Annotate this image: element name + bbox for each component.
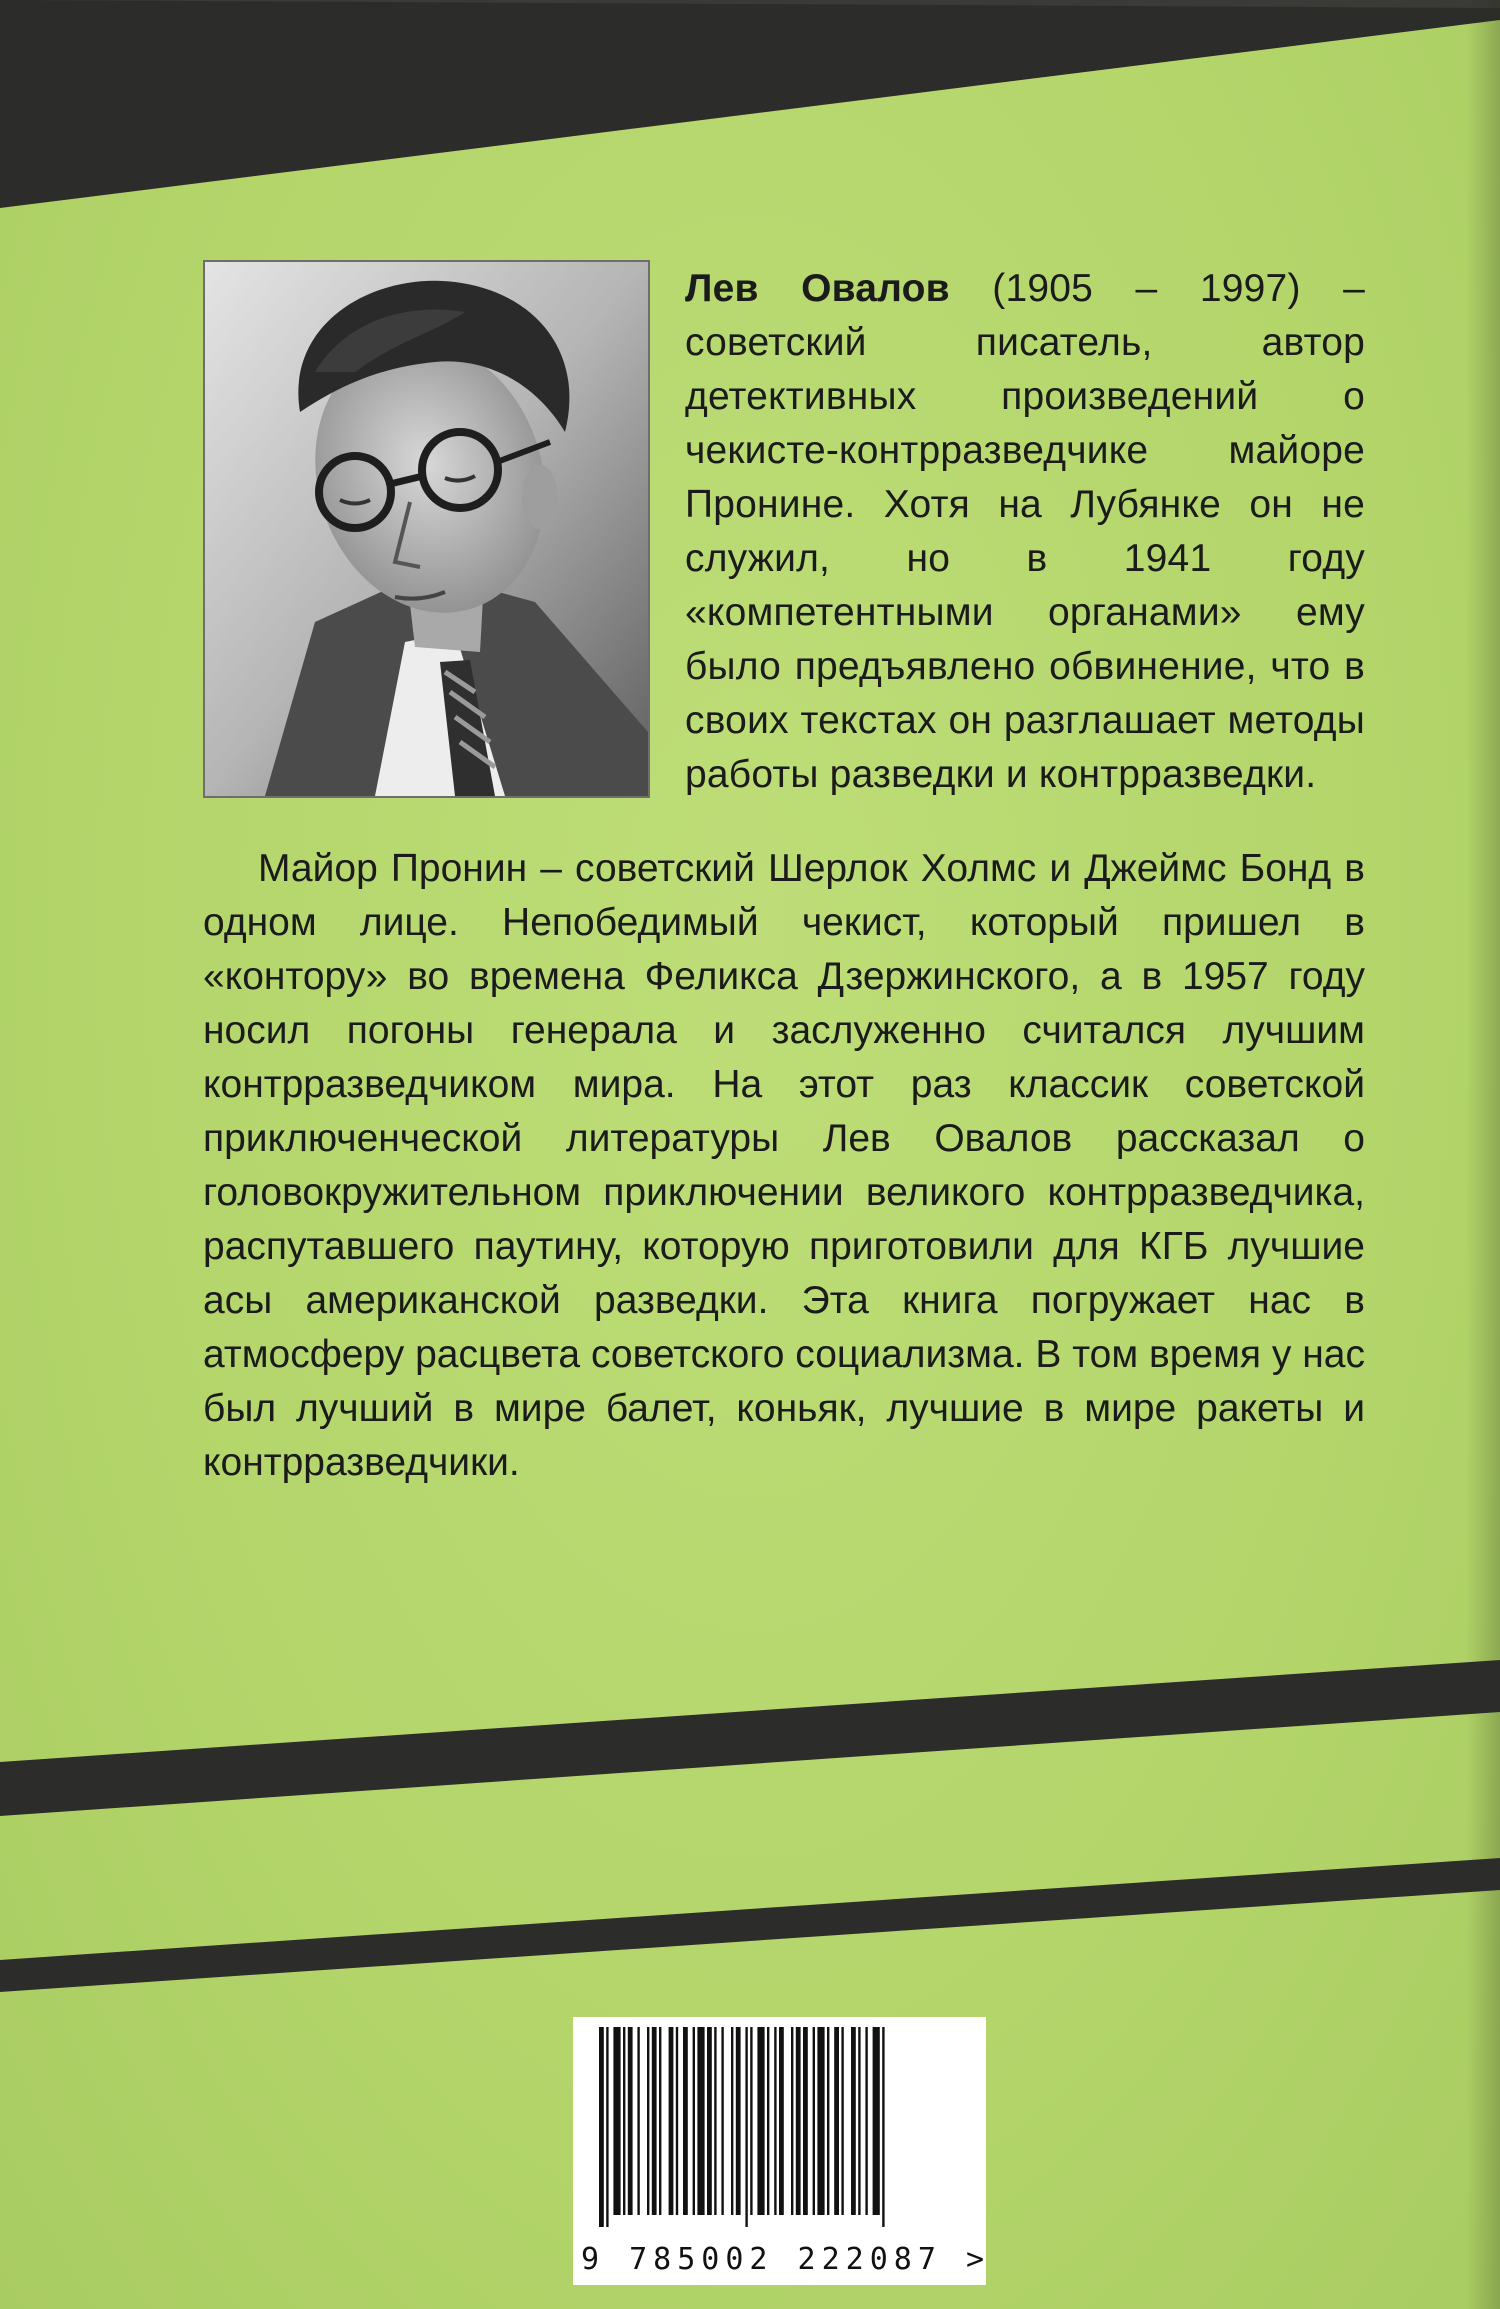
barcode-bar	[873, 2027, 880, 2215]
barcode-bar	[697, 2027, 704, 2215]
barcode-bar	[858, 2027, 860, 2215]
barcode-bar	[834, 2027, 839, 2215]
barcode-bar	[683, 2027, 688, 2215]
barcode-bar	[757, 2027, 764, 2215]
author-portrait-icon	[205, 262, 648, 796]
barcode-bar	[779, 2027, 784, 2215]
barcode-bar	[791, 2027, 793, 2215]
barcode-bar	[767, 2027, 769, 2215]
barcode-bar	[707, 2027, 712, 2215]
barcode-bar	[599, 2027, 604, 2227]
barcode-bar	[750, 2027, 752, 2215]
barcode-bar	[628, 2027, 633, 2215]
barcode-bar	[841, 2027, 843, 2215]
barcode-bar	[731, 2027, 733, 2215]
barcode-bar	[827, 2027, 829, 2215]
barcode-bar	[882, 2027, 884, 2227]
barcode-bar	[796, 2027, 801, 2215]
barcode-bar	[623, 2027, 625, 2215]
barcode-bar	[813, 2027, 815, 2215]
author-bio-text: (1905 – 1997) – советский писатель, автор детективных произведений о чекисте-контрразведчике майоре Пронине. Хотя на Лубянке он не служил, но в 1941 году «компетентными органами» ему было предъявлено обвинение, что в своих текстах он разглашает методы работы разведки и контрразведки.	[685, 267, 1365, 796]
barcode-bar	[637, 2027, 639, 2215]
barcode-bar	[745, 2027, 747, 2227]
barcode-bars-icon	[585, 2027, 974, 2227]
barcode-bar	[613, 2027, 620, 2215]
barcode-bar	[851, 2027, 856, 2215]
barcode-bar	[647, 2027, 649, 2215]
barcode-bar	[817, 2027, 824, 2215]
barcode-bar	[736, 2027, 741, 2215]
author-name: Лев Овалов	[685, 267, 950, 310]
barcode-bar	[774, 2027, 776, 2215]
barcode-bar	[714, 2027, 716, 2215]
barcode-bar	[721, 2027, 723, 2215]
barcode-bar	[652, 2027, 657, 2215]
barcode-bar	[803, 2027, 808, 2215]
author-photo	[203, 260, 650, 798]
barcode-bar	[606, 2027, 608, 2227]
book-description: Майор Пронин – советский Шерлок Холмс и Джеймс Бонд в одном лице. Непобедимый чекист, который пришел в «контору» во времена Феликса Дзержинского, а в 1957 году носил погоны генерала и заслуженно считался лучшим контрразведчиком мира. На этот раз классик советской приключенческой литературы Лев Овалов рассказал о головокружительном приключении великого контрразведчика, распутавшего паутину, которую приготовили для КГБ лучшие асы американской разведки. Эта книга погружает нас в атмосферу расцвета советского социализма. В том время у нас был лучший в мире балет, коньяк, лучшие в мире ракеты и контрразведчики.	[203, 847, 1365, 1484]
author-bio	[685, 262, 1365, 802]
isbn-barcode	[573, 2017, 991, 2285]
barcode-bar	[669, 2027, 674, 2215]
barcode-bar	[865, 2027, 867, 2215]
barcode-bar	[693, 2027, 695, 2215]
barcode-bar	[659, 2027, 661, 2215]
barcode-bar	[676, 2027, 678, 2215]
isbn-digits: 9 785002 222087 >	[581, 2242, 991, 2277]
